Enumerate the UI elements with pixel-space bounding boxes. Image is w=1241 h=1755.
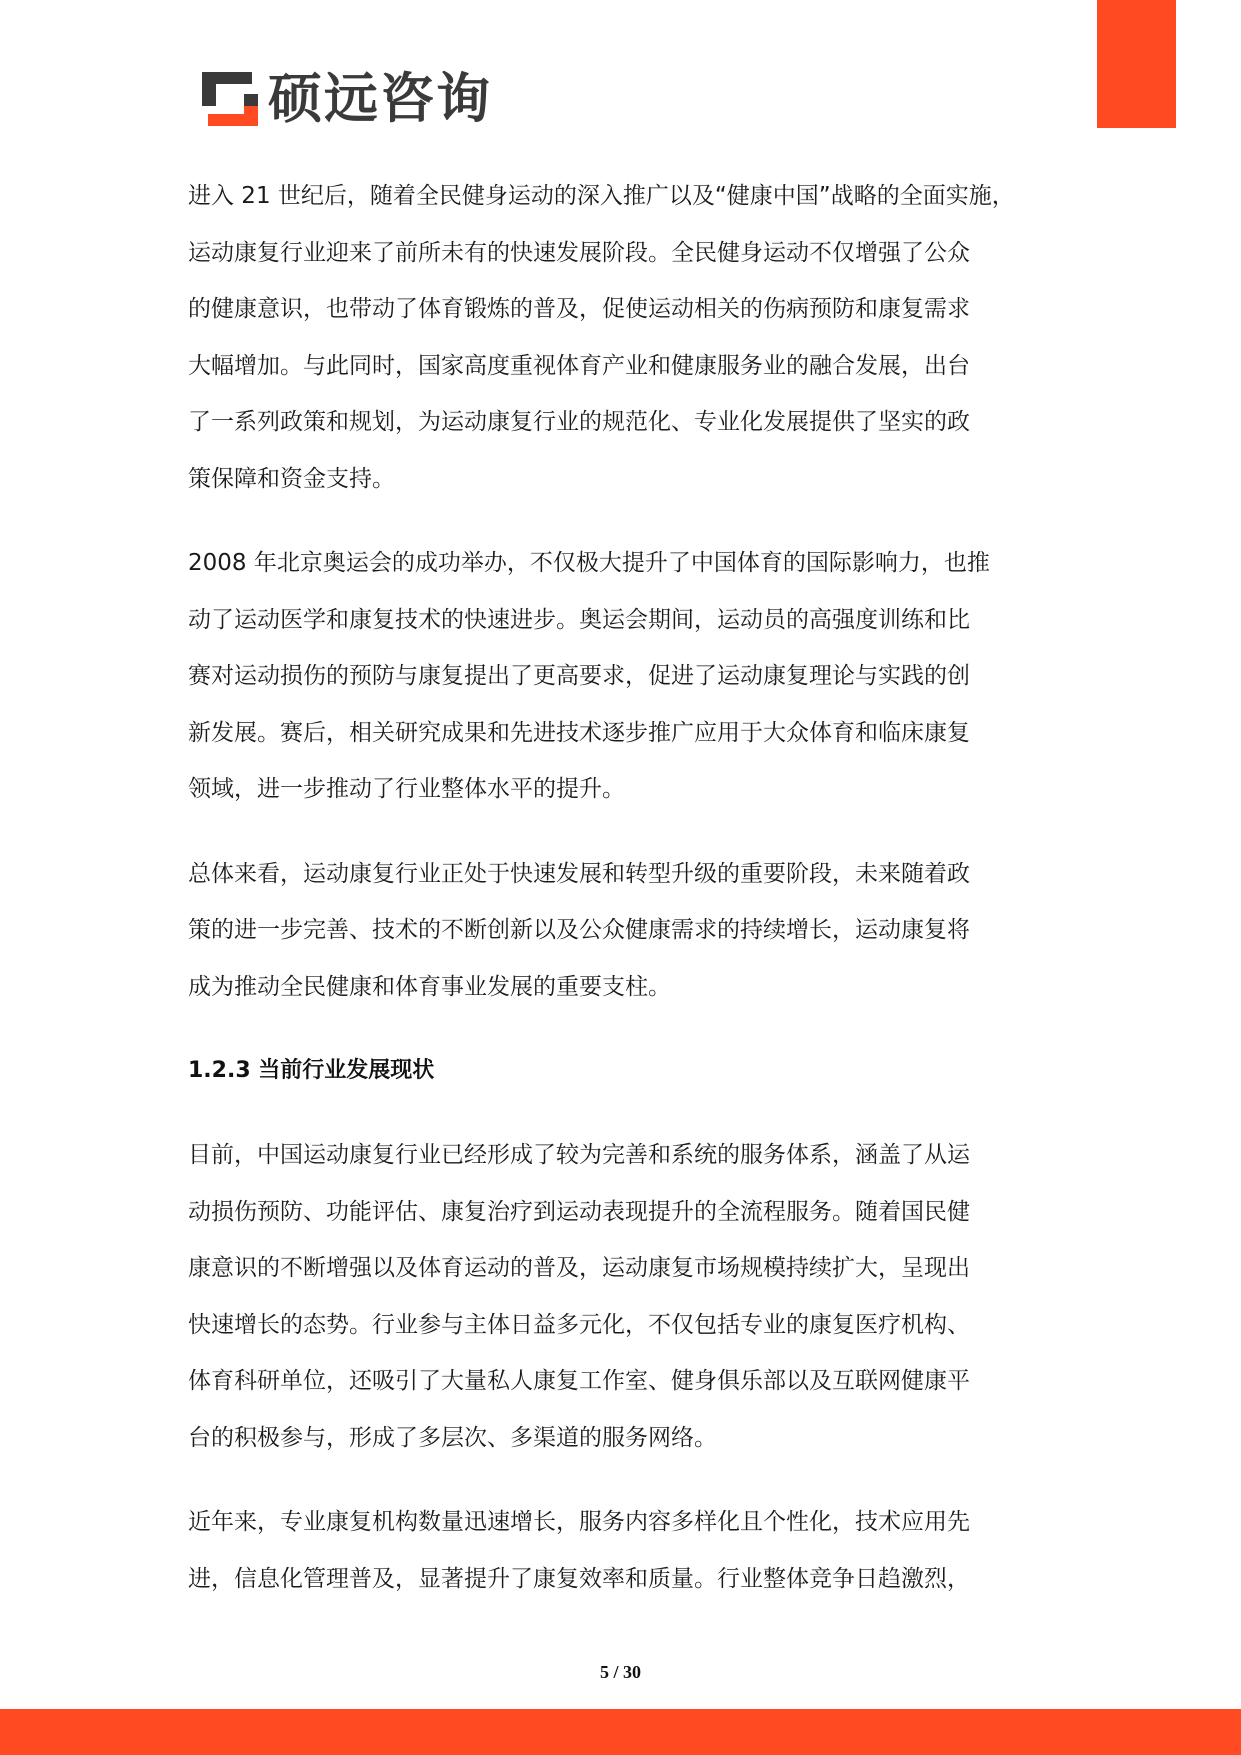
text-line: 目前，中国运动康复行业已经形成了较为完善和系统的服务体系，涵盖了从运 (188, 1142, 970, 1168)
paragraph-2008-olympics (188, 535, 1068, 818)
text-line: 策的进一步完善、技术的不断创新以及公众健康需求的持续增长，运动康复将 (188, 917, 970, 943)
page-number: 5 / 30 (599, 1662, 641, 1682)
text-line: 策保障和资金支持。 (188, 465, 395, 492)
corner-accent-block (1097, 0, 1176, 128)
text-line: 总体来看，运动康复行业正处于快速发展和转型升级的重要阶段，未来随着政 (188, 860, 970, 887)
text-line: 快速增长的态势。行业参与主体日益多元化，不仅包括专业的康复医疗机构、 (188, 1311, 970, 1338)
footer-accent-bar (0, 1709, 1241, 1755)
paragraph-current-status (188, 1127, 1068, 1466)
text-line: 大幅增加。与此同时，国家高度重视体育产业和健康服务业的融合发展，出台 (188, 352, 970, 379)
text-line: 体育科研单位，还吸引了大量私人康复工作室、健身俱乐部以及互联网健康平 (188, 1368, 970, 1394)
text-line: 赛对运动损伤的预防与康复提出了更高要求，促进了运动康复理论与实践的创 (188, 663, 970, 689)
text-line: 新发展。赛后，相关研究成果和先进技术逐步推广应用于大众体育和临床康复 (188, 719, 970, 746)
paragraph-recent-years (188, 1494, 1068, 1607)
text-line: 了一系列政策和规划，为运动康复行业的规范化、专业化发展提供了坚实的政 (188, 409, 970, 435)
text-line: 康意识的不断增强以及体育运动的普及，运动康复市场规模持续扩大，呈现出 (188, 1255, 970, 1281)
text-line: 台的积极参与，形成了多层次、多渠道的服务网络。 (188, 1424, 717, 1451)
text-line: 运动康复行业迎来了前所未有的快速发展阶段。全民健身运动不仅增强了公众 (188, 239, 970, 266)
document-body (188, 168, 1068, 1607)
text-line: 近年来，专业康复机构数量迅速增长，服务内容多样化且个性化，技术应用先 (188, 1509, 970, 1535)
text-line: 动了运动医学和康复技术的快速进步。奥运会期间，运动员的高强度训练和比 (188, 606, 970, 633)
text-line: 领域，进一步推动了行业整体水平的提升。 (188, 776, 625, 802)
text-line: 进，信息化管理普及，显著提升了康复效率和质量。行业整体竞争日趋激烈， (188, 1565, 970, 1592)
text-line: 进入 21 世纪后，随着全民健身运动的深入推广以及“健康中国”战略的全面实施， (188, 183, 1015, 209)
logo-text: 硕远咨询 (268, 67, 492, 130)
text-line: 2008 年北京奥运会的成功举办，不仅极大提升了中国体育的国际影响力，也推 (188, 550, 990, 576)
logo-mark-icon (202, 72, 258, 126)
paragraph-overall-summary (188, 846, 1068, 1016)
text-line: 动损伤预防、功能评估、康复治疗到运动表现提升的全流程服务。随着国民健 (188, 1198, 970, 1225)
text-line: 的健康意识，也带动了体育锻炼的普及，促使运动相关的伤病预防和康复需求 (188, 296, 970, 322)
company-logo (202, 67, 492, 130)
paragraph-21st-century (188, 168, 1068, 507)
section-heading: 1.2.3 当前行业发展现状 (188, 1058, 435, 1083)
text-line: 成为推动全民健康和体育事业发展的重要支柱。 (188, 973, 671, 1000)
